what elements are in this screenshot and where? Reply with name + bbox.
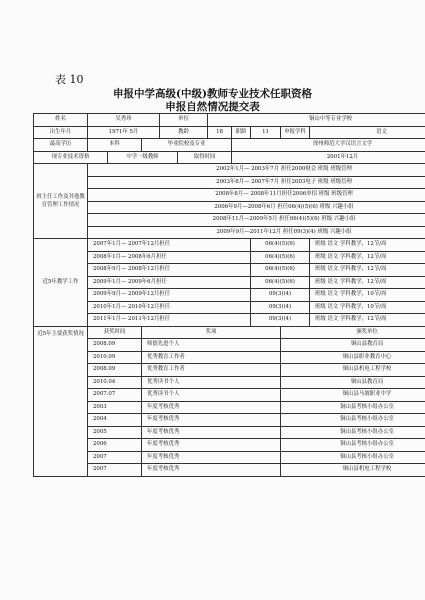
award-unit: 铜山县考核小组办公室	[281, 401, 425, 414]
teach-detail: 班级 语文 学科教学，10节/周	[310, 301, 425, 314]
value-name: 吴秀珍	[88, 114, 160, 127]
birth-row	[34, 126, 425, 139]
value-obtained-time: 2001年12月	[232, 151, 425, 164]
award-time: 2010.04	[88, 376, 142, 389]
value-unit: 铜山中等专业学校	[208, 114, 425, 127]
label-birth: 出生年月	[34, 126, 88, 139]
award-unit: 铜山县考核小组办公室	[281, 426, 425, 439]
award-section-label: 近5年主要获奖情况	[34, 326, 88, 476]
award-row	[34, 451, 425, 464]
label-job-age: 职龄	[232, 126, 251, 139]
award-item: 师德先进个人	[142, 339, 281, 352]
teach-class: 09(3)(4)	[251, 301, 310, 314]
teach-section-label: 近5年教学工作	[34, 239, 88, 327]
form-subtitle: 申报自然情况提交表	[165, 101, 260, 113]
teach-row	[34, 264, 425, 277]
award-item: 优秀读书个人	[142, 389, 281, 402]
award-time: 2004	[88, 414, 142, 427]
teach-detail: 班级 语文 学科教学，12节/周	[310, 264, 425, 277]
award-unit: 铜山县考核小组办公室	[281, 414, 425, 427]
declaration-form	[33, 113, 425, 477]
award-item: 优秀读书个人	[142, 376, 281, 389]
mgmt-row	[34, 164, 425, 177]
label-name: 姓名	[34, 114, 88, 127]
award-header-unit: 颁奖单位	[281, 326, 425, 339]
award-row	[34, 351, 425, 364]
award-header-time: 获奖时间	[88, 326, 142, 339]
value-education: 本科	[88, 139, 142, 152]
mgmt-entry: 2002年1月— 2003年7月 担任2000财会 班级 班级管理	[88, 164, 425, 177]
name-row	[34, 114, 425, 127]
title-row	[34, 151, 425, 164]
award-unit: 铜山县教育局	[281, 339, 425, 352]
award-time: 2007	[88, 451, 142, 464]
teach-period: 2009年1月— 2009年6月担任	[88, 276, 251, 289]
award-time: 2010.09	[88, 351, 142, 364]
teach-row	[34, 251, 425, 264]
mgmt-row	[34, 201, 425, 214]
mgmt-entry: 2003年8月— 2007年7月 担任2003电子 班级 班级管理	[88, 176, 425, 189]
teach-period: 2008年9月— 2008年12月担任	[88, 264, 251, 277]
award-item: 年度考核优秀	[142, 401, 281, 414]
label-school-major: 毕业院校及专业	[142, 139, 232, 152]
award-row	[34, 389, 425, 402]
teach-class: 09(3)(4)	[251, 314, 310, 327]
mgmt-section-label: 班主任工作及其他教育管理工作情况	[34, 164, 88, 239]
award-unit: 铜山县职业教育中心	[281, 351, 425, 364]
mgmt-entry: 2009年9月—2011年12月 担任09(3)(4) 班级 兴趣小组	[88, 226, 425, 239]
award-time: 2005	[88, 426, 142, 439]
award-unit: 铜山县机电工程学校	[281, 364, 425, 377]
teach-detail: 班级 语文 学科教学，12节/周	[310, 239, 425, 252]
award-item: 年度考核优秀	[142, 464, 281, 477]
mgmt-entry: 2006年9月—2008年6月 担任06(4)(5)(6) 班级 兴趣小组	[88, 201, 425, 214]
award-row	[34, 401, 425, 414]
teach-period: 2010年1月— 2010年12月担任	[88, 301, 251, 314]
teach-row	[34, 301, 425, 314]
teach-row	[34, 314, 425, 327]
teach-row	[34, 289, 425, 302]
award-header-row	[34, 326, 425, 339]
award-unit: 铜山县考核小组办公室	[281, 451, 425, 464]
award-unit: 铜山县考核小组办公室	[281, 439, 425, 452]
teach-detail: 班级 语文 学科教学，10节/周	[310, 289, 425, 302]
label-current-title: 现专业技术资格	[34, 151, 108, 164]
award-time: 2007	[88, 464, 142, 477]
award-header-item: 奖项	[142, 326, 281, 339]
award-row	[34, 364, 425, 377]
award-item: 优秀教育工作者	[142, 351, 281, 364]
teach-detail: 班级 语文 学科教学，12节/周	[310, 251, 425, 264]
award-row	[34, 376, 425, 389]
award-row	[34, 464, 425, 477]
award-item: 优秀教育工作者	[142, 364, 281, 377]
value-school-major: 徐州师范大学汉语言文学	[232, 139, 425, 152]
award-item: 年度考核优秀	[142, 439, 281, 452]
teach-detail: 班级 语文 学科教学，12节/周	[310, 276, 425, 289]
teach-class: 06(4)(5)(6)	[251, 239, 310, 252]
teach-period: 2008年1月— 2008年6月担任	[88, 251, 251, 264]
label-obtained-time: 取得时间	[178, 151, 232, 164]
award-row	[34, 414, 425, 427]
mgmt-row	[34, 176, 425, 189]
award-unit: 铜山县教育局	[281, 376, 425, 389]
award-time: 2007.07	[88, 389, 142, 402]
award-item: 年度考核优秀	[142, 426, 281, 439]
mgmt-row	[34, 189, 425, 202]
teach-class: 06(4)(5)(6)	[251, 264, 310, 277]
teach-period: 2011年1月— 2011年12月担任	[88, 314, 251, 327]
value-birth: 1971年 5月	[88, 126, 160, 139]
teach-row	[34, 239, 425, 252]
label-education: 最高学历	[34, 139, 88, 152]
award-unit: 铜山县马坡职业中学	[281, 389, 425, 402]
label-age: 教龄	[160, 126, 208, 139]
teach-detail: 班级 语文 学科教学，12节/周	[310, 314, 425, 327]
value-job-age: 11	[251, 126, 281, 139]
award-item: 年度考核优秀	[142, 451, 281, 464]
value-subject: 语文	[310, 126, 425, 139]
mgmt-entry: 2008年8月— 2008年11月担任2006单招 班级 班级管理	[88, 189, 425, 202]
teach-class: 09(3)(4)	[251, 289, 310, 302]
mgmt-row	[34, 226, 425, 239]
value-current-title: 中学一级教师	[108, 151, 178, 164]
award-unit: 铜山县机电工程学校	[281, 464, 425, 477]
award-time: 2008.09	[88, 339, 142, 352]
teach-class: 06(4)(5)(6)	[251, 251, 310, 264]
award-time: 2003	[88, 401, 142, 414]
award-row	[34, 339, 425, 352]
award-row	[34, 426, 425, 439]
teach-row	[34, 276, 425, 289]
award-row	[34, 439, 425, 452]
mgmt-entry: 2008年11月—2009年5月 担任06(4)(5)(6) 班级 兴趣小组	[88, 214, 425, 227]
label-unit: 单位	[160, 114, 208, 127]
table-number: 表 10	[55, 73, 84, 86]
form-title: 申报中学高级(中级)教师专业技术任职资格	[113, 88, 312, 100]
education-row	[34, 139, 425, 152]
award-item: 年度考核优秀	[142, 414, 281, 427]
award-time: 2006	[88, 439, 142, 452]
teach-period: 2009年9月— 2009年12月担任	[88, 289, 251, 302]
value-age: 18	[208, 126, 232, 139]
award-time: 2008.09	[88, 364, 142, 377]
label-subject: 申报学科	[281, 126, 310, 139]
teach-period: 2007年1月— 2007年12月担任	[88, 239, 251, 252]
mgmt-row	[34, 214, 425, 227]
teach-class: 06(4)(5)(6)	[251, 276, 310, 289]
